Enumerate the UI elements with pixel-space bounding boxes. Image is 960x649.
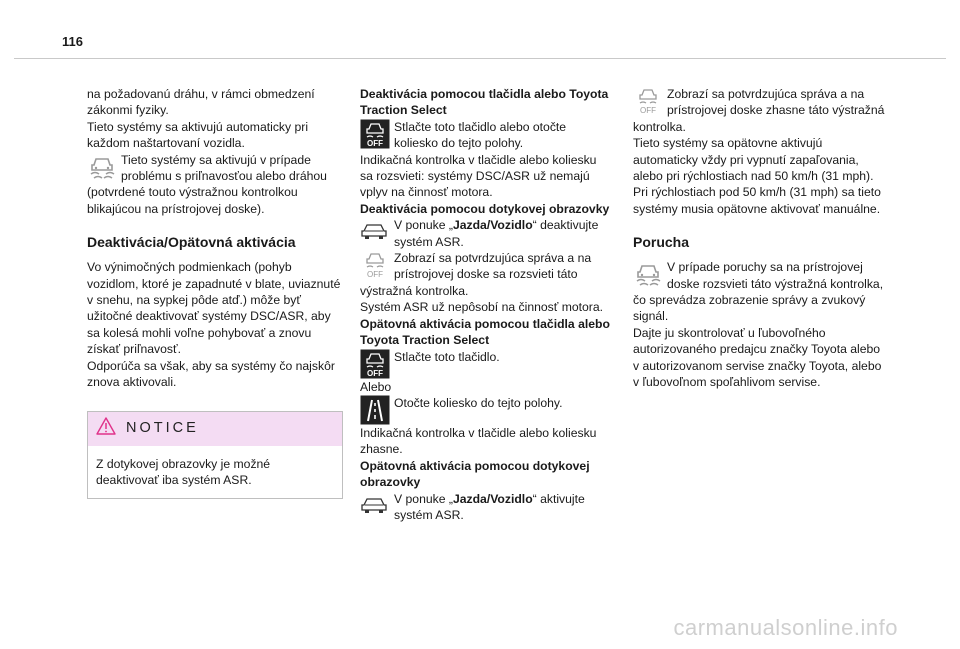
icon-paragraph-text: Zobrazí sa potvrdzujúca správa a na prístrojovej doske sa rozsvieti táto [394,251,592,282]
traction-off-warning-icon [633,86,667,116]
traction-off-button-icon [360,119,394,149]
icon-paragraph-text: Otočte koliesko do tejto polohy. [394,395,563,410]
svg-text:OFF: OFF [367,368,383,378]
icon-paragraph-text [394,217,612,250]
paragraph: Alebo [360,379,392,394]
menu-text-pre: V ponuke „ [394,491,453,506]
menu-text-post: “ deaktivujte systém ASR. [394,218,599,249]
notice-text: Z dotykovej obrazovky je možné deaktivovať iba systém ASR. [96,456,271,487]
subheading: Deaktivácia pomocou tlačidla alebo Toyota Traction Select [360,87,609,118]
traction-warning-icon [87,152,121,182]
menu-text-post: “ aktivujte systém ASR. [394,491,585,522]
road-mode-dial-icon [360,395,394,425]
menu-name: Jazda/Vozidlo [452,491,533,506]
traction-off-button-icon [360,349,394,379]
page-number: 116 [62,34,83,49]
svg-text:OFF: OFF [367,270,383,280]
menu-text-pre: V ponuke „ [394,218,453,233]
icon-paragraph-text [394,491,612,524]
paragraph: Pri rýchlostiach pod 50 km/h (31 mph) sa tieto systémy musia opätovne aktivovať manuálne. [633,185,881,216]
icon-paragraph [360,395,612,425]
column-2 [360,86,612,523]
icon-paragraph [360,217,612,250]
paragraph: Dajte ju skontrolovať u ľubovoľného autorizovaného predajcu značky Toyota alebo v autorizovanom servise značky Toyota, alebo v ľubovoľnom spoľahlivom servise. [633,325,882,390]
paragraph: Vo výnimočných podmienkach (pohyb vozidlom, ktoré je zapadnuté v blate, uviaznuté v snehu, na sypkej pôde atď.) môže byť užitočné deaktivovať systémy DSC/ASR, aby sa kolesá mohli voľne pohybovať a znovu získať priľnavosť. [87,260,341,357]
traction-warning-icon [633,259,667,289]
paragraph: Systém ASR už nepôsobí na činnosť motora. [360,300,604,315]
car-menu-icon [360,217,394,247]
icon-paragraph [633,259,885,292]
notice-header [88,412,342,446]
warning-triangle-icon [96,417,116,439]
subheading: Opätovná aktivácia pomocou tlačidla alebo Toyota Traction Select [360,316,610,348]
subheading: Deaktivácia pomocou dotykovej obrazovky [360,201,610,216]
paragraph: Tieto systémy sa opätovne aktivujú automaticky vždy pri vypnutí zapaľovania, alebo pri rýchlostiach nad 50 km/h (31 mph). [633,136,874,184]
subheading: Opätovná aktivácia pomocou dotykovej obrazovky [360,458,590,490]
paragraph: Tieto systémy sa aktivujú automaticky pri každom naštartovaní vozidla. [87,119,309,151]
notice-box [87,411,343,500]
icon-paragraph-text: Stlačte toto tlačidlo alebo otočte koliesko do tejto polohy. [394,119,567,151]
paragraph: Indikačná kontrolka v tlačidle alebo koliesku zhasne. [360,425,597,457]
icon-paragraph [360,119,612,152]
paragraph: Indikačná kontrolka v tlačidle alebo koliesku sa rozsvieti: systémy DSC/ASR už nemajú vplyv na činnosť motora. [360,152,597,200]
svg-text:OFF: OFF [367,138,383,148]
column-3 [633,86,885,391]
paragraph: výstražná kontrolka. [360,283,469,298]
icon-paragraph-text: Zobrazí sa potvrdzujúca správa a na prístrojovej doske zhasne táto výstražná [667,87,885,118]
icon-paragraph [360,250,612,283]
traction-off-warning-icon [360,250,394,280]
icon-paragraph [633,86,885,119]
icon-paragraph-text: V prípade poruchy sa na prístrojovej doske rozsvieti táto výstražná kontrolka, [667,260,884,291]
svg-text:OFF: OFF [640,106,656,115]
paragraph: (potvrdené touto výstražnou kontrolkou blikajúcou na prístrojovej doske). [87,185,298,216]
watermark: carmanualsonline.info [673,615,898,640]
paragraph: Odporúča sa však, aby sa systémy čo najskôr znova aktivovali. [87,358,335,390]
paragraph: kontrolka. [633,119,686,134]
paragraph: čo sprevádza zobrazenie správy a zvukový signál. [633,293,866,324]
icon-paragraph [360,491,612,524]
column-1 [87,86,343,499]
paragraph: na požadovanú dráhu, v rámci obmedzení zákonmi fyziky. [87,87,315,118]
section-heading: Porucha [633,234,690,251]
section-heading: Deaktivácia/Opätovná aktivácia [87,234,296,251]
car-menu-icon [360,491,394,521]
icon-paragraph [87,152,343,185]
icon-paragraph [360,349,612,379]
notice-title: NOTICE [126,420,199,437]
top-divider [14,58,946,59]
icon-paragraph-text: Tieto systémy sa aktivujú v prípade problému s priľnavosťou alebo dráhou [121,152,327,184]
icon-paragraph-text: Stlačte toto tlačidlo. [394,349,500,364]
menu-name: Jazda/Vozidlo [452,218,533,233]
